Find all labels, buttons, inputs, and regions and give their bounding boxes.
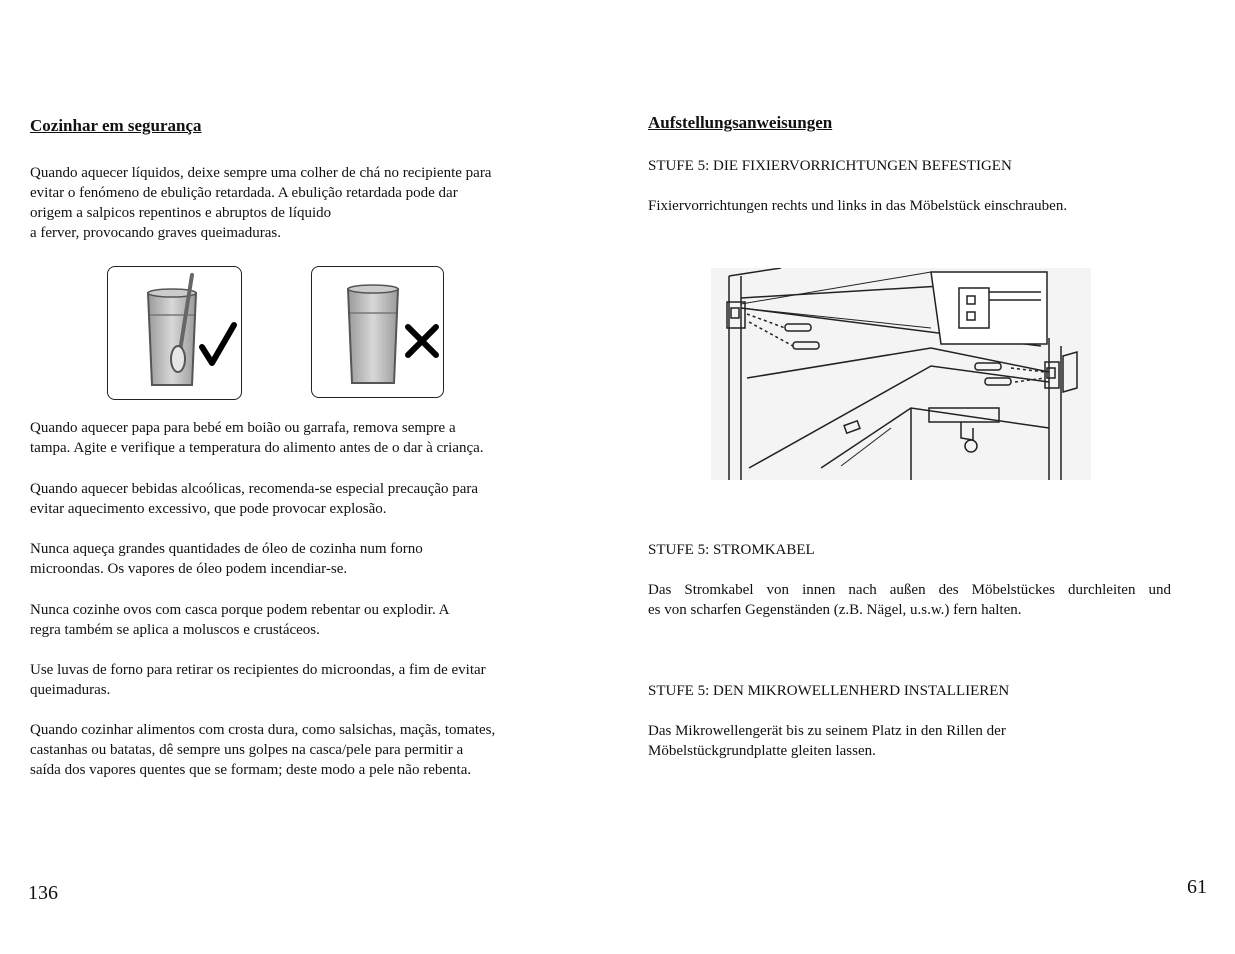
step3-title: STUFE 5: DEN MIKROWELLENHERD INSTALLIEREN	[648, 683, 1010, 699]
paragraph-gloves: Use luvas de forno para retirar os recipientes do microondas, a fim de evitar queimaduras.	[30, 662, 486, 698]
cabinet-fixing-illustration	[711, 268, 1091, 480]
paragraph-oil: Nunca aqueça grandes quantidades de óleo de cozinha num forno microondas. Os vapores de óleo podem incendiar-se.	[30, 541, 423, 577]
glass-with-spoon-correct-icon	[107, 266, 242, 400]
step1-text: Fixiervorrichtungen rechts und links in das Möbelstück einschrauben.	[648, 198, 1068, 214]
paragraph-baby-food: Quando aquecer papa para bebé em boião ou garrafa, remova sempre a tampa. Agite e verifique a temperatura do alimento antes de o dar à criança.	[30, 420, 484, 456]
glass-without-spoon-drawing	[312, 267, 443, 397]
paragraph-skins: Quando cozinhar alimentos com crosta dura, como salsichas, maçãs, tomates, castanhas ou batatas, dê sempre uns golpes na casca/pele para permitir a saída dos vapores quentes que se formam; deste modo a pele não rebenta.	[30, 722, 496, 778]
paragraph-alcohol: Quando aquecer bebidas alcoólicas, recomenda-se especial precaução para evitar aquecimento excessivo, que pode provocar explosão.	[30, 481, 479, 517]
page-number-right: 61	[1187, 876, 1207, 898]
glass-with-spoon-drawing	[108, 267, 241, 399]
step2-text: Das Stromkabel von innen nach außen des Möbelstückes durchleiten und es von scharfen Gegenständen (z.B. Nägel, u.s.w.) fern halten.	[648, 582, 1171, 618]
paragraph-eggs: Nunca cozinhe ovos com casca porque podem rebentar ou explodir. A regra também se aplica a moluscos e crustáceos.	[30, 602, 450, 638]
step1-title: STUFE 5: DIE FIXIERVORRICHTUNGEN BEFESTIGEN	[648, 158, 1012, 174]
check-mark-icon	[202, 325, 234, 363]
right-heading: Aufstellungsanweisungen	[648, 113, 833, 132]
cross-mark-icon	[408, 327, 436, 355]
cabinet-drawing	[711, 268, 1091, 480]
left-heading: Cozinhar em segurança	[30, 116, 202, 135]
step2-title: STUFE 5: STROMKABEL	[648, 542, 815, 558]
page-number-left: 136	[28, 882, 58, 904]
step3-text: Das Mikrowellengerät bis zu seinem Platz in den Rillen der Möbelstückgrundplatte gleiten lassen.	[648, 723, 1006, 759]
paragraph-liquids: Quando aquecer líquidos, deixe sempre uma colher de chá no recipiente para evitar o fenómeno de ebulição retardada. A ebulição retardada pode dar origem a salpicos repentinos e abruptos de líquido a ferver, provocando graves queimaduras.	[30, 165, 492, 241]
glass-without-spoon-wrong-icon	[311, 266, 444, 398]
